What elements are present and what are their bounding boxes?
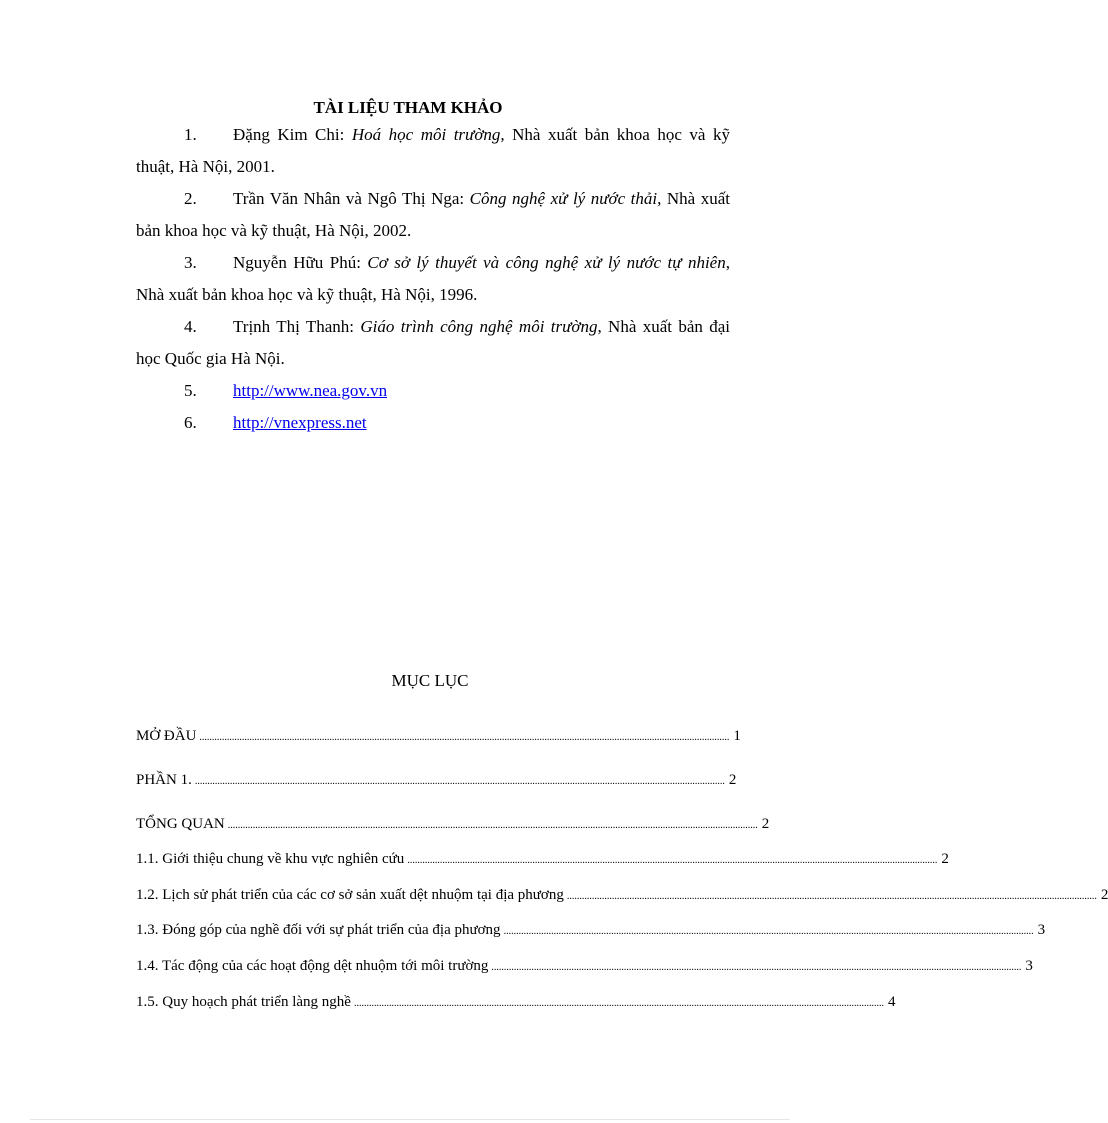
reference-number: 1. <box>184 125 197 144</box>
reference-number: 2. <box>184 189 197 208</box>
reference-item-5 <box>136 375 730 407</box>
toc-leader-dots: .................................................................................................................................................................................................................... <box>491 962 1022 973</box>
reference-author: Nguyễn Hữu Phú: <box>233 253 368 272</box>
toc-entry[interactable] <box>136 956 1033 976</box>
reference-number: 6. <box>184 413 197 432</box>
reference-number: 3. <box>184 253 197 272</box>
reference-item-4 <box>136 311 730 375</box>
reference-link-nea[interactable]: http://www.nea.gov.vn <box>233 381 388 400</box>
references-title: TÀI LIỆU THAM KHẢO <box>313 98 503 117</box>
toc-leader-dots: .................................................................................................................................................................................................................... <box>503 926 1034 937</box>
toc-leader-dots: .................................................................................................................................................................................................................... <box>353 998 884 1009</box>
reference-author: Trần Văn Nhân và Ngô Thị Nga: <box>233 189 470 208</box>
toc-leader-dots: .................................................................................................................................................................................................................... <box>566 891 1097 902</box>
reference-number: 5. <box>184 381 197 400</box>
toc-entry[interactable] <box>136 992 896 1012</box>
toc-entry-label: TỔNG QUAN <box>136 816 225 832</box>
toc-entry-label: 1.3. Đóng góp của nghề đối với sự phát triển của địa phương <box>136 922 501 938</box>
reference-link-vnexpress[interactable]: http://vnexpress.net <box>233 413 367 432</box>
reference-work: Cơ sở lý thuyết và công nghệ xử lý nước tự nhiên <box>367 253 726 272</box>
toc-entry[interactable] <box>136 849 949 869</box>
toc-entry[interactable] <box>136 770 737 790</box>
reference-publisher: , Nhà xuất bản đại học Quốc gia Hà Nội. <box>136 317 730 368</box>
toc-leader-dots: .................................................................................................................................................................................................................... <box>199 732 730 743</box>
reference-work: Giáo trình công nghệ môi trường <box>360 317 598 336</box>
reference-publisher: , Nhà xuất bản khoa học và kỹ thuật, Hà Nội, 1996. <box>136 253 730 304</box>
toc-entry-page: 3 <box>1025 958 1033 974</box>
reference-item-6 <box>136 407 730 439</box>
reference-author: Trịnh Thị Thanh: <box>233 317 361 336</box>
page-bottom-divider <box>30 1119 790 1120</box>
toc-entry-page: 2 <box>761 816 770 832</box>
toc-leader-dots: .................................................................................................................................................................................................................... <box>194 776 725 787</box>
toc-entry-page: 2 <box>1100 887 1108 903</box>
toc-entry-page: 3 <box>1037 922 1046 938</box>
toc-entry-page: 1 <box>733 728 741 744</box>
toc-entry-label: PHẦN 1. <box>136 772 192 788</box>
toc-entry[interactable] <box>136 920 1046 940</box>
toc-entry-page: 2 <box>941 851 949 867</box>
toc-leader-dots: .................................................................................................................................................................................................................... <box>227 820 758 831</box>
reference-work: Công nghệ xử lý nước thải, <box>469 189 662 208</box>
toc-entry-page: 4 <box>887 994 896 1010</box>
toc-entry[interactable] <box>136 885 1108 905</box>
reference-item-3 <box>136 247 730 311</box>
toc-entry-label: 1.2. Lịch sử phát triển của các cơ sở sản xuất dệt nhuộm tại địa phương <box>136 887 564 903</box>
toc-title: MỤC LỤC <box>391 671 469 690</box>
toc-entry-page: 2 <box>728 772 737 788</box>
toc-entry-label: 1.4. Tác động của các hoạt động dệt nhuộm tới môi trường <box>136 958 489 974</box>
toc-entry-label: 1.1. Giới thiệu chung về khu vực nghiên cứu <box>136 851 405 867</box>
toc-entry[interactable] <box>136 726 741 746</box>
toc-entry-label: 1.5. Quy hoạch phát triển làng nghề <box>136 994 351 1010</box>
toc-entry[interactable] <box>136 814 770 834</box>
reference-work: Hoá học môi trường, <box>351 125 505 144</box>
reference-publisher: Nhà xuất bản khoa học và kỹ thuật, Hà Nội, 2001. <box>136 125 730 176</box>
toc-leader-dots: .................................................................................................................................................................................................................... <box>407 855 938 866</box>
reference-item-2 <box>136 183 730 247</box>
reference-publisher: Nhà xuất bản khoa học và kỹ thuật, Hà Nội, 2002. <box>136 189 730 240</box>
toc-entry-label: MỞ ĐẦU <box>136 728 197 744</box>
reference-item-1 <box>136 119 730 183</box>
reference-author: Đặng Kim Chi: <box>233 125 352 144</box>
reference-number: 4. <box>184 317 197 336</box>
